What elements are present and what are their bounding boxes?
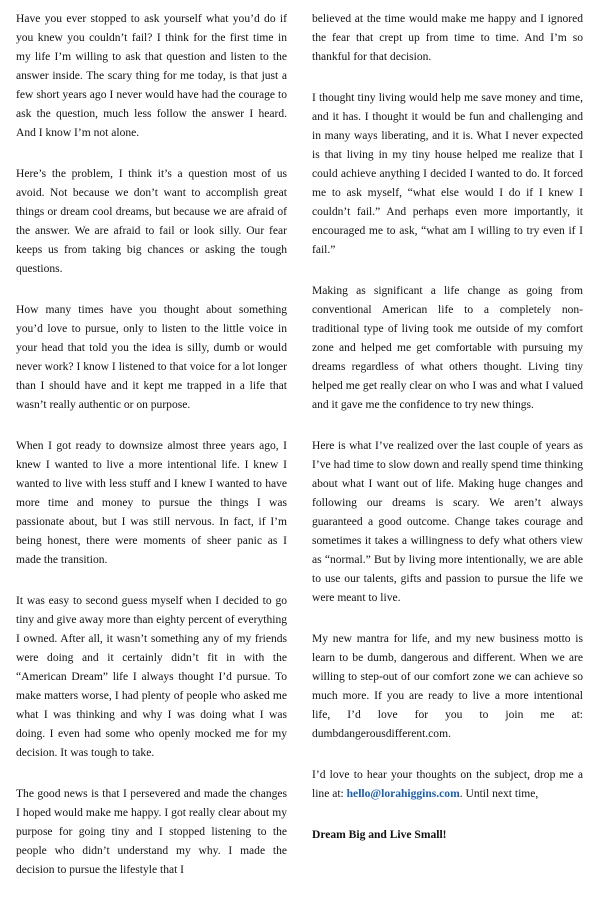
left-column bbox=[16, 10, 287, 902]
paragraph: Making as significant a life change as going from conventional American life to a completely non-traditional type of living took me outside of my comfort zone and helped me get comfortable with pursuing my dreams regardless of what others thought. Living tiny helped me get really clear on who I was and what I valued and it gave me the confidence to try new things. bbox=[312, 285, 583, 411]
paragraph: I thought tiny living would help me save money and time, and it has. I thought it would be fun and challenging and in many ways liberating, and it is. What I never expected is that living in my tiny house helped me realize that I could achieve anything I decided I wanted to do. It forced me to ask myself, “what else would I do if I knew I couldn’t fail.” And perhaps even more importantly, it encouraged me to ask, “what am I willing to try even if I fail.” bbox=[312, 92, 583, 256]
paragraph: Have you ever stopped to ask yourself what you’d do if you knew you couldn’t fail? I think for the first time in my life I’m willing to ask that question and listen to the answer inside. The scary thing for me today, is that just a few short years ago I never would have had the courage to ask the question, much less follow the answer I heard. And I know I’m not alone. bbox=[16, 13, 287, 139]
contact-text: I’d love to hear your thoughts on the subject, drop me a line at: bbox=[312, 769, 583, 800]
contact-paragraph bbox=[312, 766, 583, 804]
right-column bbox=[312, 10, 583, 867]
paragraph: How many times have you thought about something you’d love to pursue, only to listen to the little voice in your head that told you the idea is silly, dumb or would never work? I know I listened to that voice for a lot longer than I should have and it kept me trapped in a life that wasn’t really authentic or on purpose. bbox=[16, 304, 287, 411]
paragraph: Here’s the problem, I think it’s a question most of us avoid. Not because we don’t want to accomplish great things or dream cool dreams, but because we are afraid of the answer. We are afraid to fail or look silly. Our fear keeps us from taking big chances or asking the tough questions. bbox=[16, 168, 287, 275]
email-link[interactable]: hello@lorahiggins.com bbox=[346, 788, 460, 800]
contact-text-end: . Until next time, bbox=[459, 788, 539, 800]
paragraph: When I got ready to downsize almost three years ago, I knew I wanted to live a more intentional life. I knew I wanted to live with less stuff and I knew I wanted to have more time and money to pursue the things I was passionate about, but I was still nervous. In fact, if I’m being honest, there were moments of sheer panic as I made the transition. bbox=[16, 440, 287, 566]
paragraph: Here is what I’ve realized over the last couple of years as I’ve had time to slow down and really spend time thinking about what I want out of life. Making huge changes and following our dreams is scary. We aren’t always guaranteed a good outcome. Change takes courage and sometimes it takes a willingness to defy what others view as “normal.” But by living more intentionally, we are able to use our talents, gifts and passion to pursue the life we were meant to live. bbox=[312, 440, 583, 604]
paragraph: My new mantra for life, and my new business motto is learn to be dumb, dangerous and different. When we are willing to step-out of our comfort zone we can achieve so much more. If you are ready to live a more intentional life, I’d love for you to join me at: dumbdangerousdifferent.com. bbox=[312, 633, 583, 740]
closing-signoff: Dream Big and Live Small! bbox=[312, 829, 447, 841]
paragraph: The good news is that I persevered and made the changes I hoped would make me happy. I got really clear about my purpose for going tiny and I stopped listening to the people who didn’t understand my why. I made the decision to pursue the lifestyle that I bbox=[16, 788, 287, 876]
paragraph: believed at the time would make me happy and I ignored the fear that crept up from time to time. And I’m so thankful for that decision. bbox=[312, 13, 583, 63]
paragraph: It was easy to second guess myself when I decided to go tiny and give away more than eighty percent of everything I owned. After all, it wasn’t something any of my friends were doing and it certainly didn’t fit in with the “American Dream” life I always thought I’d pursue. To make matters worse, I had plenty of people who asked me what I was thinking and why I was doing what I was doing. I even had some who openly mocked me for my decision. It was tough to take. bbox=[16, 595, 287, 759]
